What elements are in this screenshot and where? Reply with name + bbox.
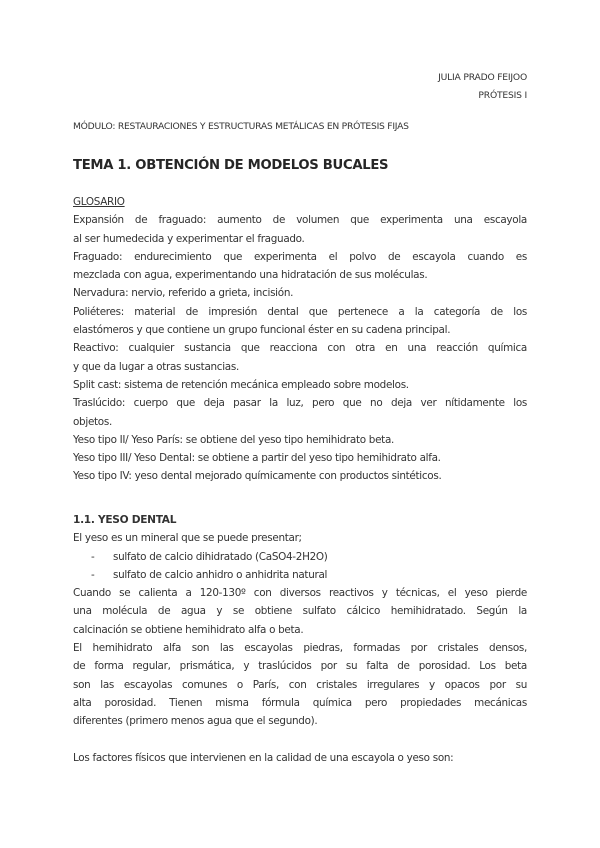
subject-name: PRÓTESIS I (478, 90, 527, 101)
glossary-line: al ser humedecida y experimentar el fraguado. (73, 232, 305, 245)
author-name: JULIA PRADO FEIJOO (438, 72, 527, 83)
bullet-marker: - (91, 550, 95, 563)
glossary-line: Reactivo: cualquier sustancia que reacciona con otra en una reacción química (73, 342, 527, 355)
paragraph-line: Cuando se calienta a 120-130º con diversos reactivos y técnicas, el yeso pierde (73, 587, 527, 600)
bullet-marker: - (91, 568, 95, 581)
closing-line: Los factores físicos que intervienen en la calidad de una escayola o yeso son: (73, 751, 454, 764)
glossary-line: mezclada con agua, experimentando una hidratación de sus moléculas. (73, 269, 428, 282)
glossary-line: Nervadura: nervio, referido a grieta, incisión. (73, 287, 294, 300)
glossary-line: Traslúcido: cuerpo que deja pasar la luz, pero que no deja ver nítidamente los (73, 397, 527, 410)
paragraph-line: alta porosidad. Tienen misma fórmula química pero propiedades mecánicas (73, 696, 527, 709)
bullet-item (73, 548, 527, 566)
glossary-line: Expansión de fraguado: aumento de volumen que experimenta una escayola (73, 214, 527, 227)
paragraph-line: una molécula de agua y se obtiene sulfato cálcico hemihidratado. Según la (73, 605, 527, 618)
glossary-line: Yeso tipo IV: yeso dental mejorado químicamente con productos sintéticos. (73, 470, 442, 483)
section-yeso-dental (73, 511, 527, 767)
glossary-line: y que da lugar a otras sustancias. (73, 360, 239, 373)
glossary-line: objetos. (73, 415, 112, 428)
glossary-line: Fraguado: endurecimiento que experimenta el polvo de escayola cuando es (73, 250, 527, 263)
section-intro: El yeso es un mineral que se puede presentar; (73, 532, 302, 545)
paragraph-line: El hemihidrato alfa son las escayolas piedras, formadas por cristales densos, (73, 642, 527, 655)
glossary-line: Split cast: sistema de retención mecánica empleado sobre modelos. (73, 378, 409, 391)
glossary-line: Poliéteres: material de impresión dental que pertenece a la categoría de los (73, 305, 527, 318)
glossary-line: Yeso tipo III/ Yeso Dental: se obtiene a partir del yeso tipo hemihidrato alfa. (73, 452, 441, 465)
section-heading: 1.1. YESO DENTAL (73, 514, 177, 526)
glossary-line: Yeso tipo II/ Yeso París: se obtiene del yeso tipo hemihidrato beta. (73, 433, 395, 446)
paragraph-line: calcinación se obtiene hemihidrato alfa o beta. (73, 623, 304, 636)
bullet-text: sulfato de calcio dihidratado (CaSO4-2H2O) (113, 550, 328, 563)
module-title: MÓDULO: RESTAURACIONES Y ESTRUCTURAS METÁLICAS EN PRÓTESIS FIJAS (73, 121, 409, 132)
paragraph-line: de forma regular, prismática, y traslúcidos por su falta de porosidad. Los beta (73, 660, 527, 673)
paragraph-line: son las escayolas comunes o París, con cristales irregulares y opacos por su (73, 678, 527, 691)
bullet-text: sulfato de calcio anhidro o anhidrita natural (113, 568, 328, 581)
glossary-section (73, 193, 527, 486)
glossary-heading: GLOSARIO (73, 196, 125, 208)
blank-line (73, 731, 527, 749)
page-title: TEMA 1. OBTENCIÓN DE MODELOS BUCALES (73, 158, 389, 173)
paragraph-line: diferentes (primero menos agua que el segundo). (73, 715, 318, 728)
bullet-item (73, 566, 527, 584)
glossary-line: elastómeros y que contiene un grupo funcional éster en su cadena principal. (73, 324, 451, 337)
